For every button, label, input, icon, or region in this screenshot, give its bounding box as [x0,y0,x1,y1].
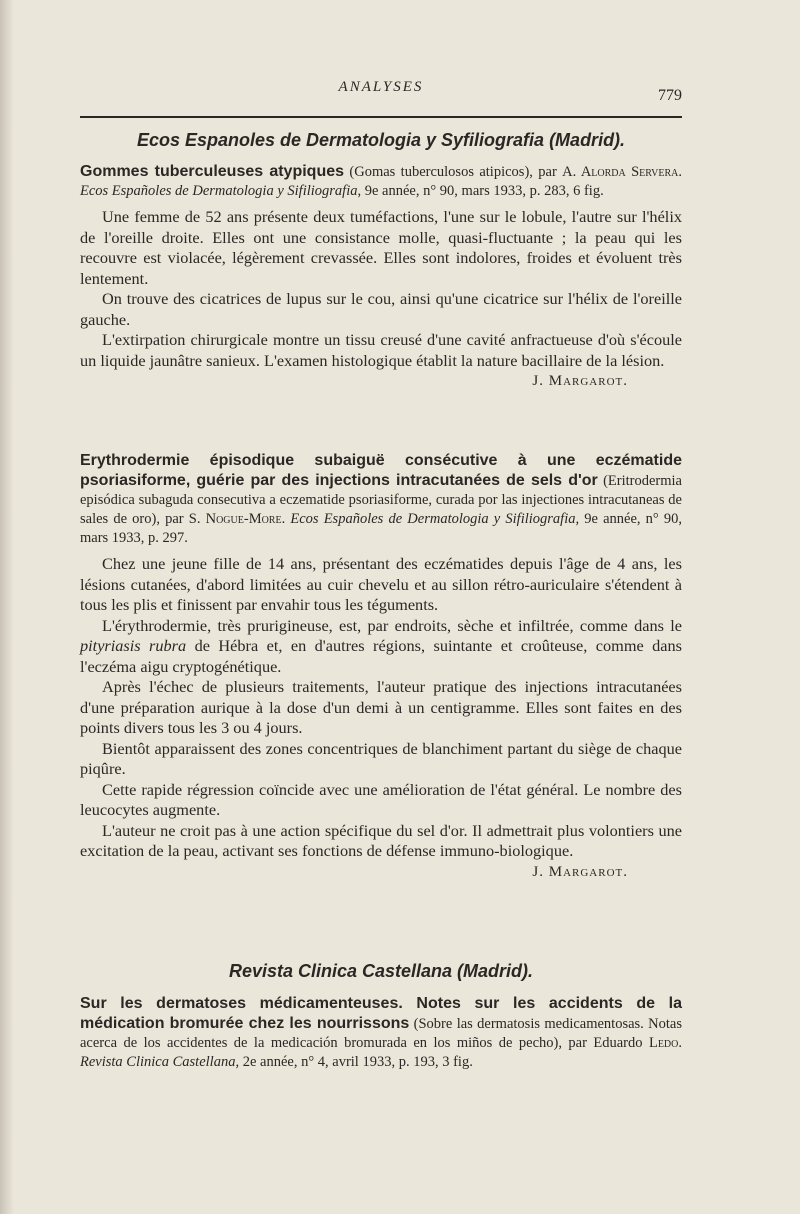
paragraph-text: L'auteur ne croit pas à une action spécifique du sel d'or. Il admettrait plus volontiers une excitation de la peau, activant ses fonctions de défense immuno-biologique. [80,820,682,860]
paragraph: Après l'échec de plusieurs traitements, l'auteur pratique des injections intracutanées d'une préparation aurique à la dose d'un demi à un centigramme. Elles sont faites en des points divers tous les 3 ou 4 jours. [80,677,682,737]
paragraph: Une femme de 52 ans présente deux tuméfactions, l'une sur le lobule, l'autre sur l'hélix de l'oreille droite. Elles ont une consistance molle, quasi-fluctuante ; la peau qui les recouvre est violacée, légèrement crevassée. Elles sont indolores, froides et évoluent très lentement. [80,207,682,288]
paragraph: Cette rapide régression coïncide avec une amélioration de l'état général. Le nombre des leucocytes augmente. [80,779,682,819]
header-rule [80,116,682,118]
page-number: 779 [658,87,682,104]
page-edge-shadow [0,0,14,1214]
article-title-spanish: (Sobre las dermatosis medicamentosas. Notas acerca de los accidentes de la medicación bromurada en los miños de pecho), par Eduardo [80,1016,683,1051]
signature: J. Margarot. [532,373,628,389]
paragraph: Chez une jeune fille de 14 ans, présentant des eczématides depuis l'âge de 4 ans, les lésions cutanées, d'abord limitées au cuir chevelu et au sillon rétro-auriculaire s'étendent à tous les plis et finissent par envahir tous les téguments. [80,554,682,614]
journal-heading-ecos: Ecos Espanoles de Dermatologia y Syfiliografia (Madrid). [136,130,626,150]
paragraph [80,616,682,678]
running-header [80,79,682,104]
paragraph-text: L'érythrodermie, très prurigineuse, est, par endroits, sèche et infiltrée, comme dans le [102,615,682,635]
article-details: 9e année, n° 90, mars 1933, p. 297. [80,511,683,546]
signature: J. Margarot. [532,863,628,880]
paragraph: L'extirpation chirurgicale montre un tissu creusé d'une cavité anfractueuse d'où s'écoule un liquide jaunâtre sanieux. L'examen histologique établit la nature bacillaire de la lésion. [80,330,682,370]
paragraph-text: de Hébra et, en d'autres régions, suintante et croûteuse, comme dans l'eczéma aigu cryptogénétique. [80,636,682,676]
article-source: Ecos Españoles de Dermatologia y Sifiliografia, [80,183,362,199]
article-author: A. Alorda Servera. [562,164,682,180]
article-title: Erythrodermie épisodique subaiguë consécutive à une eczématide psoriasiforme, guérie par des injections intracutanées de sels d'or [80,452,682,489]
article-erythrodermie [80,451,682,882]
article-reference [80,451,682,548]
article-details: 9e année, n° 90, mars 1933, p. 283, 6 fig. [364,183,604,199]
article-gommes [80,162,682,391]
journal-heading-revista: Revista Clinica Castellana (Madrid). [228,961,534,981]
article-reference [80,994,682,1072]
paragraph [80,820,682,880]
article-title: Sur les dermatoses médicamenteuses. Notes sur les accidents de la médication bromurée chez les nourrissons [80,995,682,1032]
paragraph: Bientôt apparaissent des zones concentriques de blanchiment partant du siège de chaque piqûre. [80,738,682,778]
article-source: Ecos Españoles de Dermatologia y Sifiliografia, [285,511,580,527]
paragraph: On trouve des cicatrices de lupus sur le cou, ainsi qu'une cicatrice sur l'hélix de l'oreille gauche. [80,289,682,329]
article-author: S. Nogue-More. [183,511,286,527]
article-details: 2e année, n° 4, avril 1933, p. 193, 3 fig. [239,1054,473,1070]
article-title-spanish: (Eritrodermia episódica subaguda consecutiva a eczematide psoriasiforme, curada por las injectiones intracutaneas de sales de oro), par [80,473,682,527]
article-author: Ledo. [642,1035,682,1051]
paragraph-emphasis: pityriasis rubra [80,636,187,655]
article-title-spanish: (Gomas tuberculosos atipicos), par [344,164,557,180]
running-title: ANALYSES [338,79,424,95]
article-reference [80,162,682,201]
article-source: Revista Clinica Castellana, [80,1054,240,1070]
article-dermatoses [80,994,682,1072]
article-title: Gommes tuberculeuses atypiques [80,163,345,180]
